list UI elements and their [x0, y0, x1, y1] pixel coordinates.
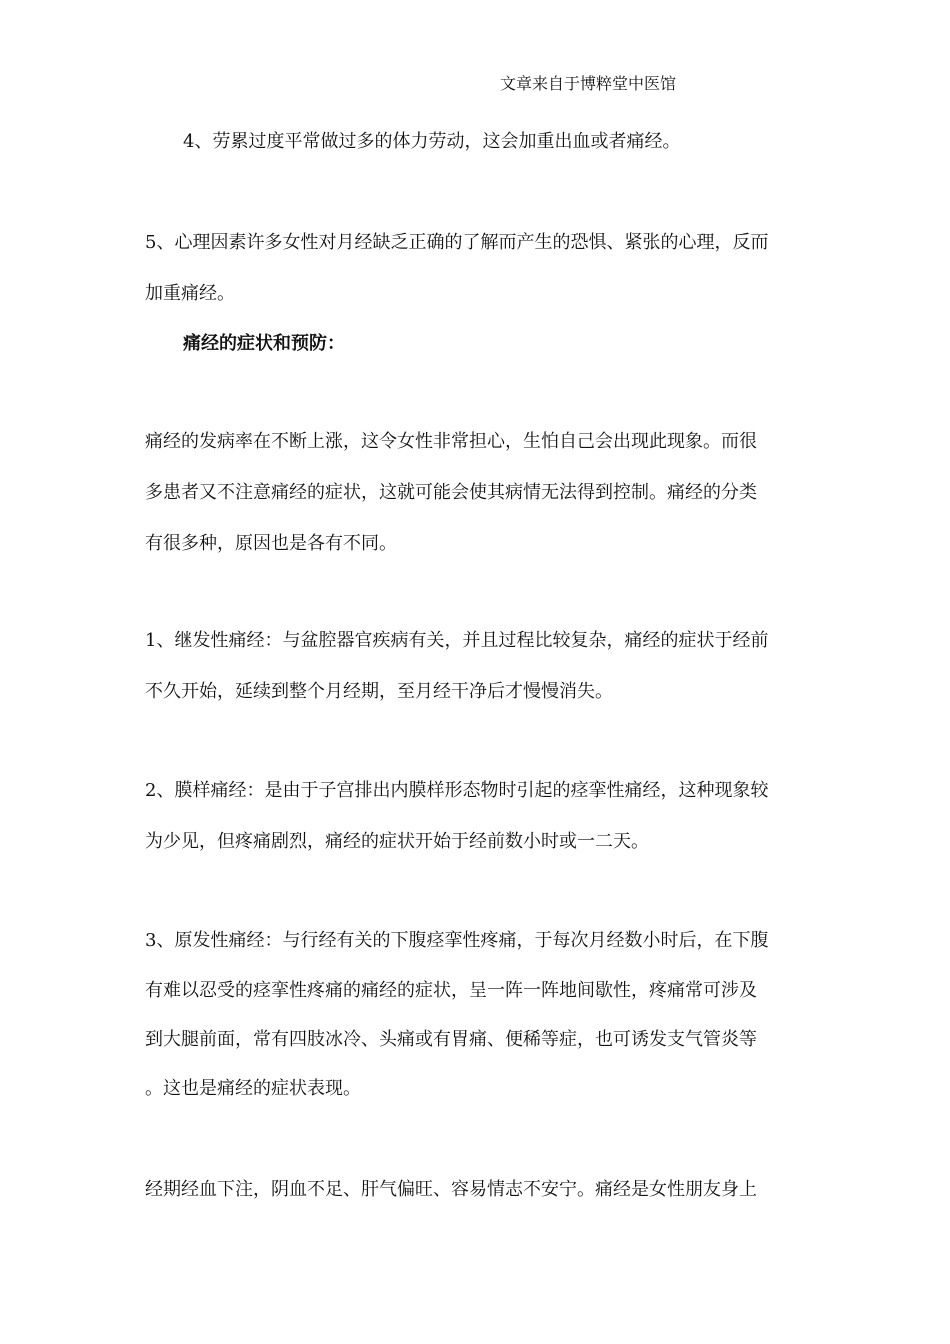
paragraph-line-membranous-cont: 为少见，但疼痛剧烈，痛经的症状开始于经前数小时或一二天。 — [145, 831, 649, 852]
source-header: 文章来自于博粹堂中医馆 — [500, 74, 677, 93]
paragraph-line-primary: 3、原发性痛经：与行经有关的下腹痉挛性疼痛，于每次月经数小时后，在下腹 — [145, 930, 769, 951]
paragraph-line: 痛经的发病率在不断上涨，这令女性非常担心，生怕自己会出现此现象。而很 — [145, 431, 757, 452]
paragraph-line-primary-cont: 。这也是痛经的症状表现。 — [145, 1078, 361, 1099]
paragraph-line: 有很多种，原因也是各有不同。 — [145, 533, 397, 554]
paragraph-line-secondary-cont: 不久开始，延续到整个月经期，至月经干净后才慢慢消失。 — [145, 681, 613, 702]
paragraph-line-psychology-cont: 加重痛经。 — [145, 283, 235, 304]
paragraph-line-membranous: 2、膜样痛经：是由于子宫排出内膜样形态物时引起的痉挛性痛经，这种现象较 — [145, 780, 769, 801]
paragraph-line-final: 经期经血下注，阴血不足、肝气偏旺、容易情志不安宁。痛经是女性朋友身上 — [145, 1179, 757, 1200]
paragraph-line-primary-cont: 到大腿前面，常有四肢冰冷、头痛或有胃痛、便稀等症，也可诱发支气管炎等 — [145, 1029, 757, 1050]
paragraph-line: 多患者又不注意痛经的症状，这就可能会使其病情无法得到控制。痛经的分类 — [145, 482, 757, 503]
paragraph-line-secondary: 1、继发性痛经：与盆腔器官疾病有关，并且过程比较复杂，痛经的症状于经前 — [145, 630, 769, 651]
paragraph-line-primary-cont: 有难以忍受的痉挛性疼痛的痛经的症状，呈一阵一阵地间歇性，疼痛常可涉及 — [145, 980, 757, 1001]
paragraph-line-fatigue: 4、劳累过度平常做过多的体力劳动，这会加重出血或者痛经。 — [183, 131, 681, 152]
section-heading: 痛经的症状和预防： — [183, 333, 345, 354]
paragraph-line-psychology: 5、心理因素许多女性对月经缺乏正确的了解而产生的恐惧、紧张的心理，反而 — [145, 232, 769, 253]
